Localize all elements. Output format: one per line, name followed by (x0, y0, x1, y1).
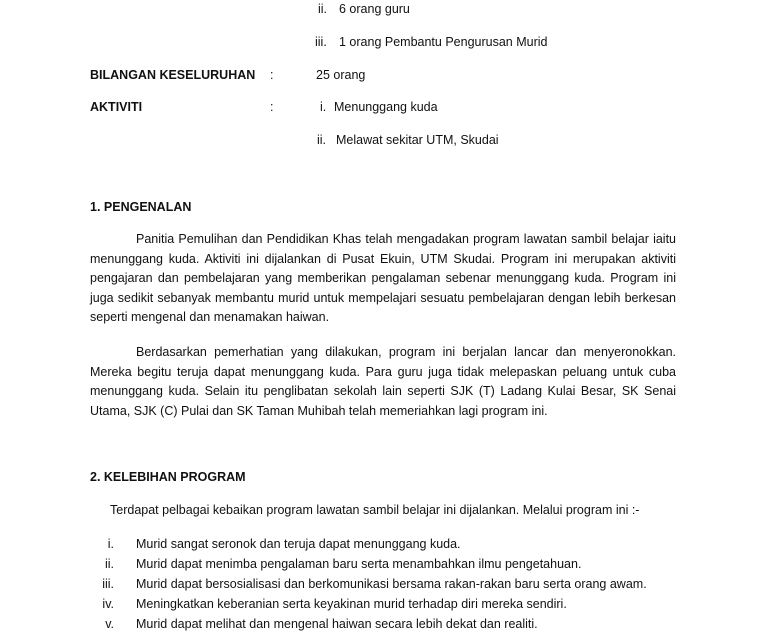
benefits-list (90, 534, 710, 634)
list-item (90, 534, 710, 554)
section1-heading: 1. PENGENALAN (90, 200, 192, 214)
list-item-text: Murid dapat menimba pengalaman baru serta menambahkan ilmu pengetahuan. (136, 557, 582, 571)
section1-paragraph-2-text: Berdasarkan pemerhatian yang dilakukan, program ini berjalan lancar dan menyeronokkan. Mereka begitu teruja dapat menunggang kuda. Para guru juga tidak melepaskan peluang untuk cuba menunggang kuda. Selain itu penglibatan sekolah lain seperti SJK (T) Ladang Kulai Besar, SK Senai Utama, SJK (C) Pulai dan SK Taman Muhibah telah memeriahkan lagi program ini. (90, 345, 676, 418)
total-value: 25 orang (316, 68, 366, 82)
list-item-number: iv. (102, 597, 114, 611)
list-item-number: v. (105, 617, 114, 631)
list-item-text: Murid dapat melihat dan mengenal haiwan secara lebih dekat dan realiti. (136, 617, 538, 631)
top-item-ii-text: 6 orang guru (339, 2, 410, 16)
section1-paragraph-2 (90, 343, 676, 421)
list-item-number: iii. (102, 577, 114, 591)
list-item-number: ii. (104, 557, 114, 571)
list-item-text: Meningkatkan keberanian serta keyakinan murid terhadap diri mereka sendiri. (136, 597, 567, 611)
total-label: BILANGAN KESELURUHAN (90, 68, 256, 82)
activity-item-i-text: Menunggang kuda (334, 100, 438, 114)
top-item-iii-number: iii. (315, 35, 327, 49)
section2-intro: Terdapat pelbagai kebaikan program lawatan sambil belajar ini dijalankan. Melalui program ini :- (110, 503, 640, 517)
list-item (90, 594, 710, 614)
list-item-number: i. (107, 537, 114, 551)
total-colon: : (270, 68, 274, 82)
section1-paragraph-1-text: Panitia Pemulihan dan Pendidikan Khas telah mengadakan program lawatan sambil belajar iaitu menunggang kuda. Aktiviti ini dijalankan di Pusat Ekuin, UTM Skudai. Program ini merupakan aktiviti pengajaran dan pembelajaran yang memberikan pengalaman sebenar menunggang kuda. Program ini juga sedikit sebanyak membantu murid untuk mempelajari sesuatu pembelajaran dengan lebih berkesan seperti mengenal dan menamakan haiwan. (90, 232, 676, 324)
list-item (90, 554, 710, 574)
top-item-iii-text: 1 orang Pembantu Pengurusan Murid (339, 35, 548, 49)
list-item-text: Murid sangat seronok dan teruja dapat menunggang kuda. (136, 537, 461, 551)
section2-heading: 2. KELEBIHAN PROGRAM (90, 470, 246, 484)
activity-item-ii-number: ii. (317, 133, 327, 147)
activity-colon: : (270, 100, 274, 114)
list-item (90, 614, 710, 634)
list-item (90, 574, 710, 594)
activity-item-i-number: i. (320, 100, 327, 114)
top-item-ii-number: ii. (318, 2, 328, 16)
list-item-text: Murid dapat bersosialisasi dan berkomunikasi bersama rakan-rakan baru serta orang awam. (136, 577, 647, 591)
activity-label: AKTIVITI (90, 100, 143, 114)
section1-paragraph-1 (90, 230, 676, 328)
activity-item-ii-text: Melawat sekitar UTM, Skudai (336, 133, 499, 147)
